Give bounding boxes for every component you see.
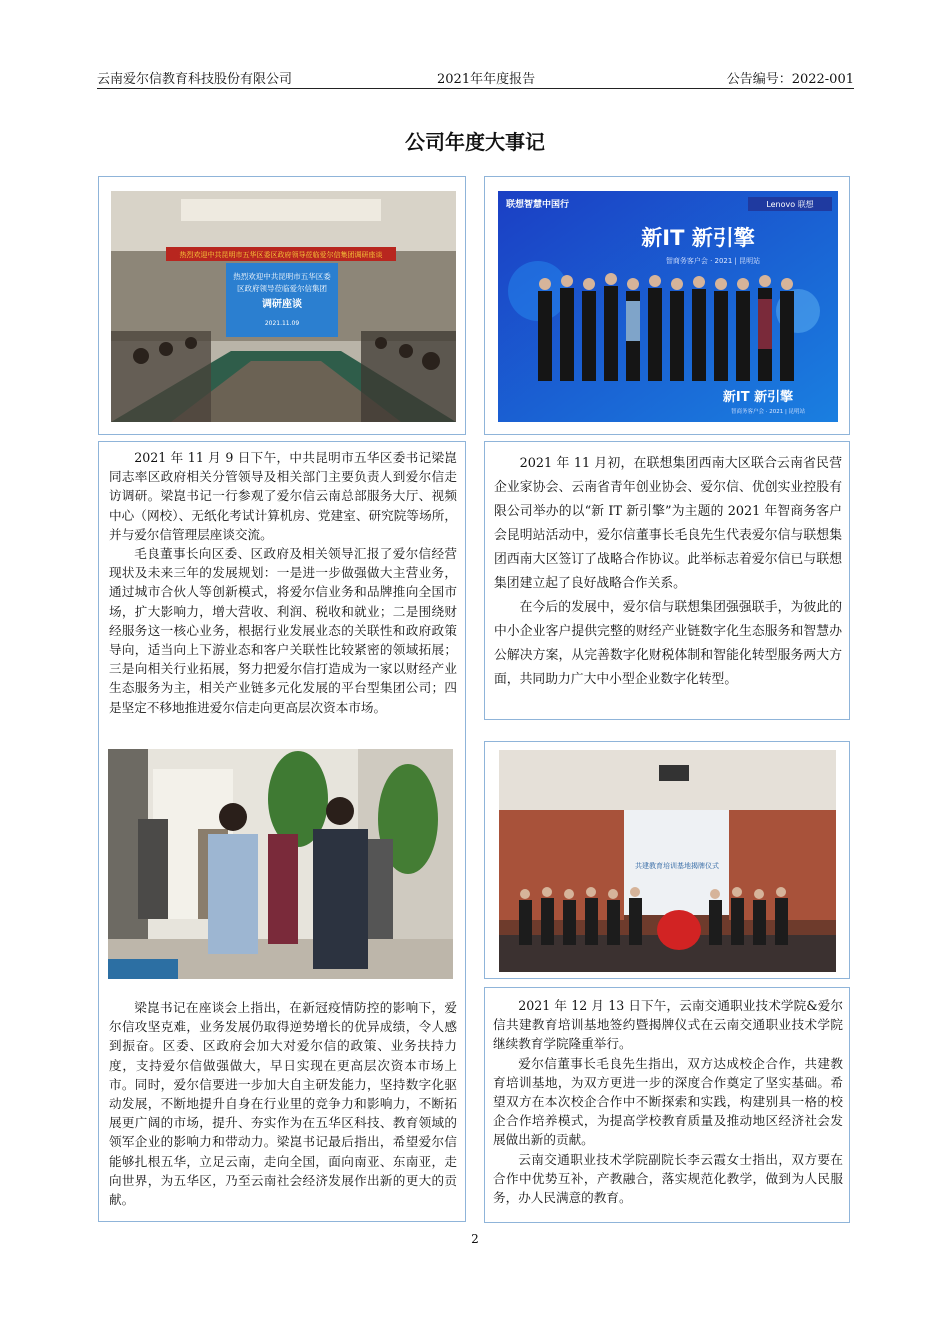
text-frame-training-base [484,987,850,1223]
paragraph: 爱尔信董事长毛良先生指出，双方达成校企合作，共建教育培训基地，为双方更进一步的深度合作奠定了坚实基础。希望双方在本次校企合作中不断探索和实践，构建别具一格的校企合作培养模式，为提高学校教育质量及推动地区经济社会发展做出新的贡献。 [493,1055,843,1148]
text-frame-research-visit [98,441,466,1222]
brand-right-text: Lenovo 联想 [766,200,814,209]
page-number: 2 [471,1232,479,1246]
paragraph: 2021 年 11 月 9 日下午，中共昆明市五华区委书记梁崑同志率区政府相关分管领导及相关部门主要负责人到爱尔信走访调研。梁崑书记一行参观了爱尔信云南总部服务大厅、视频中心（网校）、无纸化考试计算机房、党建室、研究院等场所，并与爱尔信管理层座谈交流。 [109,450,457,542]
bottom-subline-text: 智商务客户会 · 2021 | 昆明站 [730,409,806,415]
brand-left-text: 联想智慧中国行 [506,200,570,210]
paragraph: 毛良董事长向区委、区政府及相关领导汇报了爱尔信经营现状及未来三年的发展规划：一是进一步做强做大主营业务，通过城市合伙人等创新模式，将爱尔信业务和品牌推向全国市场，扩大影响力，增大营收、利润、税收和就业；二是围绕财经服务这一核心业务，根据行业发展业态的关联性和政府政策导向，适当向上下游业态和客户关联性比较紧密的领域拓展；三是向相关行业拓展，努力把爱尔信打造成为一家以财经产业生态服务为主，相关产业链多元化发展的平台型集团公司；四是坚定不移地推进爱尔信走向更高层次资本市场。 [109,546,457,715]
paragraph: 云南交通职业技术学院副院长李云霞女士指出，双方要在合作中优势互补，产教融合，落实规范化教学，做到为人民服务，办人民满意的教育。 [493,1151,843,1206]
screen-date: 2021.11.09 [264,320,300,327]
meeting-photo [111,191,456,422]
lenovo-event-photo [498,191,838,422]
page-header [97,66,854,89]
header-company: 云南爱尔信教育科技股份有限公司 [97,72,293,87]
screen-line-2: 区政府领导莅临爱尔信集团 [237,284,327,293]
photo-frame-lenovo [484,176,850,435]
ceremony-photo [499,750,836,972]
bottom-headline-text: 新IT 新引擎 [722,390,794,405]
header-notice-number: 公告编号：2022-001 [726,72,854,87]
page-title: 公司年度大事记 [405,130,545,154]
banner-text: 热烈欢迎中共昆明市五华区委区政府领导莅临爱尔信集团调研座谈 [179,251,383,259]
header-report-title: 2021年年度报告 [437,72,536,87]
screen-line-1: 热烈欢迎中共昆明市五华区委 [233,272,331,281]
paragraph: 2021 年 12 月 13 日下午，云南交通职业技术学院&爱尔信共建教育培训基地签约暨揭牌仪式在云南交通职业技术学院继续教育学院隆重举行。 [493,998,843,1052]
photo-frame-ceremony [484,741,850,979]
subline-text: 智商务客户会 · 2021 | 昆明站 [665,257,761,265]
paragraph: 在今后的发展中，爱尔信与联想集团强强联手，为彼此的中小企业客户提供完整的财经产业链数字化生态服务和智慧办公解决方案，从完善数字化财税体制和智能化转型服务两大方面，共同助力广大中小型企业数字化转型。 [494,600,842,687]
text-frame-lenovo-cooperation [484,441,850,720]
screen-text: 共建教育培训基地揭牌仪式 [635,862,719,870]
paragraph: 2021 年 11 月初，在联想集团西南大区联合云南省民营企业家协会、云南省青年创业协会、爱尔信、优创实业控股有限公司举办的以“新 IT 新引擎”为主题的 2021 年智商务客户会昆明站活动中，爱尔信董事长毛良先生代表爱尔信与联想集团西南大区签订了战略合作协议。此举标志着爱尔信已与联想集团建立起了良好战略合作关系。 [494,456,842,591]
screen-line-3: 调研座谈 [262,299,302,310]
paragraph: 梁崑书记在座谈会上指出，在新冠疫情防控的影响下，爱尔信攻坚克难，业务发展仍取得逆势增长的优异成绩，令人感到振奋。区委、区政府会加大对爱尔信的政策、业务扶持力度，支持爱尔信做强做大，早日实现在更高层次资本市场上市。同时，爱尔信要进一步加大自主研发能力，坚持数字化驱动发展，不断地提升自身在行业里的竞争力和影响力，不断拓展更广阔的市场，提升、夯实作为在五华区科技、教育领域的领军企业的影响力和带动力。梁崑书记最后指出，希望爱尔信能够扎根五华，立足云南，走向全国，面向南亚、东南亚，走向世界，为五华区，乃至云南社会经济发展作出新的更大的贡献。 [109,1000,457,1208]
visit-photo [108,749,453,979]
photo-frame-meeting [98,176,466,435]
headline-text: 新IT 新引擎 [641,226,755,250]
